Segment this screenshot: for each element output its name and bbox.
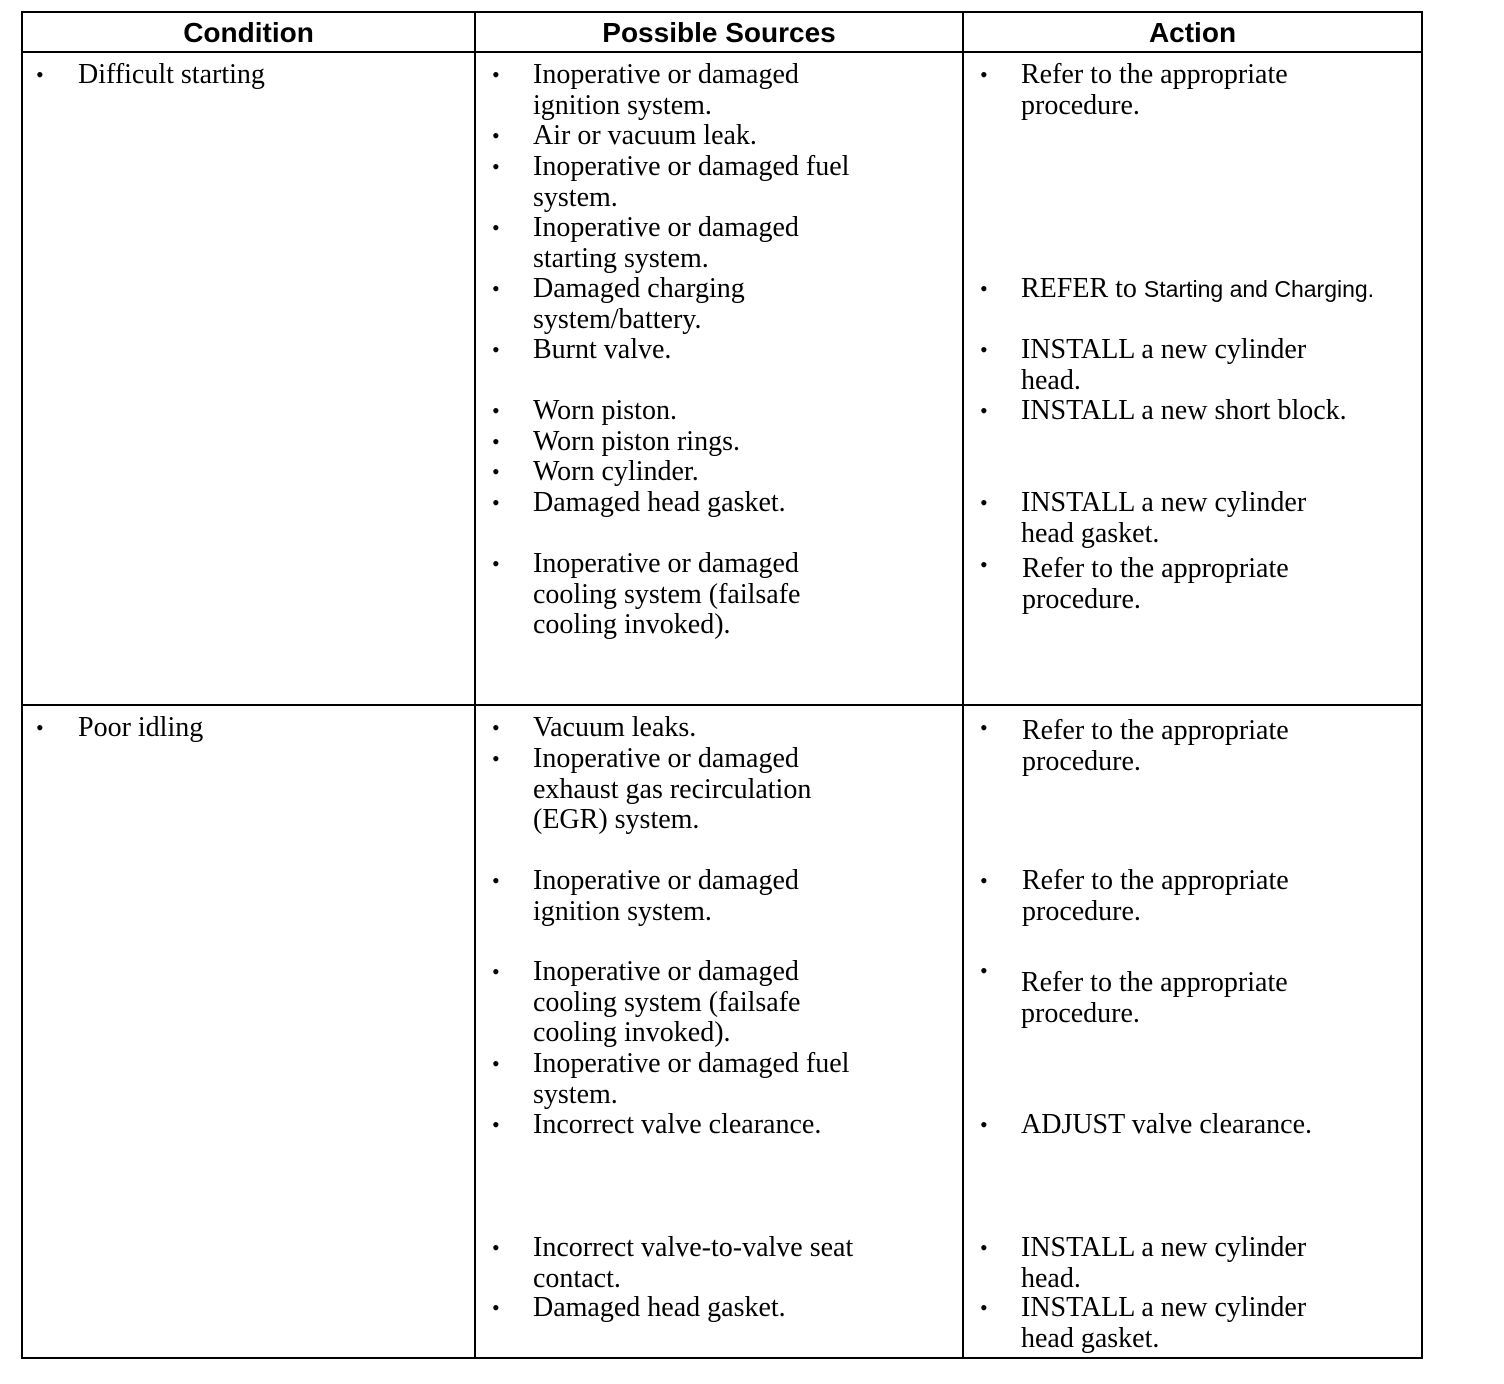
bullet: • <box>980 1112 988 1137</box>
source-item: Inoperative or damaged fuel system. <box>533 151 850 213</box>
reference-starting-and-charging: Starting and Charging. <box>1143 276 1375 302</box>
action-item: Refer to the appropriate procedure. <box>1022 553 1289 615</box>
action-item: Refer to the appropriate procedure. <box>1021 967 1288 1029</box>
bullet: • <box>492 398 500 423</box>
bullet: • <box>980 715 988 740</box>
header-action: Action <box>1148 17 1237 48</box>
action-item: INSTALL a new cylinder head. <box>1021 1232 1307 1294</box>
source-item: Damaged head gasket. <box>533 1292 786 1323</box>
bullet: • <box>980 490 988 515</box>
source-item: Inoperative or damaged cooling system (failsafe cooling invoked). <box>533 956 801 1048</box>
bullet: • <box>492 715 500 740</box>
bullet: • <box>492 1051 500 1076</box>
source-item: Inoperative or damaged ignition system. <box>533 865 799 927</box>
bullet: • <box>492 276 500 301</box>
bullet: • <box>36 715 44 740</box>
bullet: • <box>492 1112 500 1137</box>
bullet: • <box>980 62 988 87</box>
condition-difficult-starting: Difficult starting <box>78 59 265 90</box>
action-item: INSTALL a new short block. <box>1021 395 1347 426</box>
column-divider-2 <box>962 11 964 1359</box>
bullet: • <box>492 429 500 454</box>
condition-poor-idling: Poor idling <box>78 712 204 743</box>
source-item: Worn cylinder. <box>533 456 699 487</box>
source-item: Inoperative or damaged exhaust gas recirculation (EGR) system. <box>533 743 812 835</box>
action-item: ADJUST valve clearance. <box>1021 1109 1313 1140</box>
action-item: INSTALL a new cylinder head gasket. <box>1021 487 1307 549</box>
source-item: Inoperative or damaged fuel system. <box>533 1048 850 1110</box>
source-item: Worn piston. <box>533 395 677 426</box>
action-item: REFER to Starting and Charging. <box>1021 273 1375 304</box>
action-item: INSTALL a new cylinder head. <box>1021 334 1307 396</box>
action-item: Refer to the appropriate procedure. <box>1021 59 1288 121</box>
bullet: • <box>980 868 988 893</box>
action-item: INSTALL a new cylinder head gasket. <box>1021 1292 1307 1354</box>
bullet: • <box>492 868 500 893</box>
bullet: • <box>492 959 500 984</box>
source-item: Vacuum leaks. <box>533 712 697 743</box>
source-item: Air or vacuum leak. <box>533 120 757 151</box>
bullet: • <box>980 276 988 301</box>
column-divider-1 <box>474 11 476 1359</box>
bullet: • <box>492 551 500 576</box>
source-item: Burnt valve. <box>533 334 672 365</box>
bullet: • <box>492 154 500 179</box>
bullet: • <box>492 62 500 87</box>
bullet: • <box>980 552 988 577</box>
source-item: Incorrect valve clearance. <box>533 1109 822 1140</box>
action-item: Refer to the appropriate procedure. <box>1022 865 1289 927</box>
bullet: • <box>980 337 988 362</box>
bullet: • <box>492 215 500 240</box>
bullet: • <box>492 459 500 484</box>
bullet: • <box>492 123 500 148</box>
bullet: • <box>980 958 988 983</box>
bullet: • <box>492 1235 500 1260</box>
action-item: Refer to the appropriate procedure. <box>1022 715 1289 777</box>
bullet: • <box>980 1295 988 1320</box>
bullet: • <box>492 746 500 771</box>
bullet: • <box>36 62 44 87</box>
source-item: Damaged charging system/battery. <box>533 273 745 335</box>
bullet: • <box>492 1295 500 1320</box>
row-divider <box>21 704 1423 706</box>
source-item: Inoperative or damaged ignition system. <box>533 59 799 121</box>
source-item: Incorrect valve-to-valve seat contact. <box>533 1232 854 1294</box>
bullet: • <box>980 1235 988 1260</box>
source-item: Worn piston rings. <box>533 426 740 457</box>
source-item: Inoperative or damaged cooling system (failsafe cooling invoked). <box>533 548 801 640</box>
bullet: • <box>980 398 988 423</box>
source-item: Inoperative or damaged starting system. <box>533 212 799 274</box>
source-item: Damaged head gasket. <box>533 487 786 518</box>
bullet: • <box>492 337 500 362</box>
bullet: • <box>492 490 500 515</box>
header-possible-sources: Possible Sources <box>602 17 836 48</box>
header-condition: Condition <box>183 17 314 48</box>
